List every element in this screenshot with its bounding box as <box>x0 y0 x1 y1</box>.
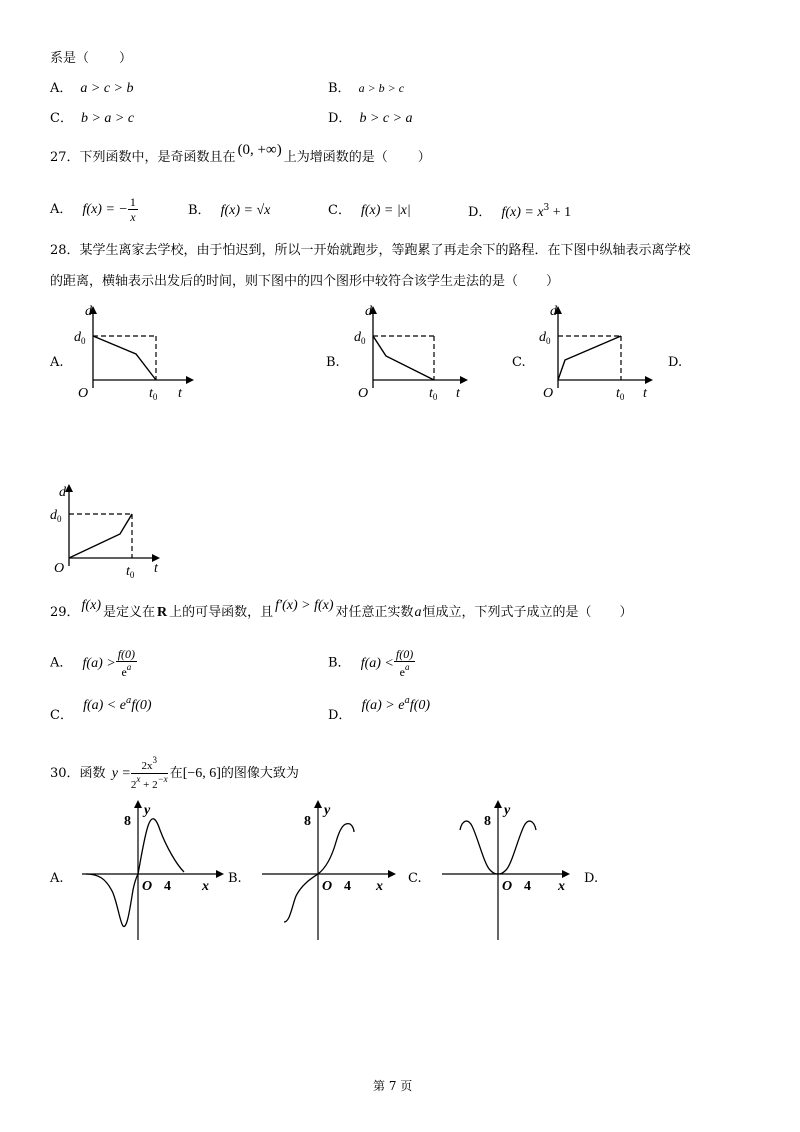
svg-text:d0: $d_0$ <box>74 330 86 346</box>
svg-text:t: t <box>154 561 158 576</box>
svg-text:O: O <box>502 879 513 894</box>
q29-option-d: D． $f(a) > e^af(0)$ <box>328 696 431 723</box>
q30-label-a: A. <box>50 871 64 886</box>
q28-label-d: D. <box>668 355 683 370</box>
svg-text:t: t <box>643 386 647 401</box>
svg-text:4: 4 <box>164 879 171 894</box>
svg-text:8: 8 <box>484 814 491 829</box>
q26-option-b: B． a > b > c <box>328 81 405 96</box>
q28-label-c: C. <box>512 355 526 370</box>
svg-text:d0: $d_0$ <box>354 330 366 346</box>
svg-text:O: O <box>322 879 333 894</box>
svg-text:x: x <box>376 879 383 894</box>
q29-option-a: A． f(a) > $\frac{f(0)}{e^a}$ <box>50 647 136 679</box>
svg-text:d: d <box>550 304 557 319</box>
q27-option-a: A． f(x) = − $\frac{1}{x}$ <box>50 195 136 224</box>
svg-text:O: O <box>54 561 65 576</box>
q27-stem: 27．下列函数中，是奇函数且在 (0, +∞) 上为增函数的是（ ） <box>50 142 431 165</box>
svg-text:y: y <box>504 803 511 818</box>
svg-text:d: d <box>365 304 372 319</box>
q26-option-d: D． b > c > a <box>328 111 413 126</box>
svg-text:4: 4 <box>344 879 351 894</box>
q28-graph-d <box>44 480 174 580</box>
q30-label-d: D. <box>584 871 599 886</box>
svg-text:y: y <box>324 803 331 818</box>
svg-text:d: d <box>59 485 66 500</box>
svg-text:t: t <box>456 386 460 401</box>
page-footer: 第 7 页 <box>373 1079 413 1093</box>
q28-label-b: B. <box>326 355 340 370</box>
q28-stem-line1: 28．某学生离家去学校，由于怕迟到，所以一开始就跑步，等跑累了再走余下的路程．在下图中纵轴表示离学校 <box>50 243 691 258</box>
q29-option-b: B． f(a) < $\frac{f(0)}{e^a}$ <box>328 647 414 679</box>
svg-text:O: O <box>142 879 153 894</box>
q26-option-c: C． b > a > c <box>50 111 135 126</box>
svg-text:d: d <box>85 304 92 319</box>
svg-text:O: O <box>543 386 554 401</box>
q29-stem: 29． f(x) 是定义在 R 上的可导函数，且 f′(x) > f(x) 对任意正实数a恒成立，下列式子成立的是（ ） <box>50 598 633 620</box>
svg-text:O: O <box>78 386 89 401</box>
svg-text:x: x <box>202 879 209 894</box>
svg-text:x: x <box>558 879 565 894</box>
q30-stem: 30．函数 y = $\frac{2x^3}{2^x + 2^{-x}}$ 在[−6, 6]的图像大致为 <box>50 755 299 791</box>
q30-label-b: B. <box>228 871 242 886</box>
q26-tail: 系是（ ） <box>50 51 133 66</box>
svg-text:d0: $d_0$ <box>50 508 62 524</box>
q28-stem-line2: 的距离，横轴表示出发后的时间，则下图中的四个图形中较符合该学生走法的是（ ） <box>50 274 560 289</box>
svg-text:d0: $d_0$ <box>539 330 551 346</box>
q27-option-d: D． $f(x) = x^3 + 1$ <box>468 203 572 220</box>
q30-graph-a <box>78 798 228 943</box>
q30-graph-b <box>258 798 408 943</box>
svg-text:4: 4 <box>524 879 531 894</box>
svg-text:8: 8 <box>124 814 131 829</box>
q27-option-c: C． f(x) = |x| <box>328 203 411 218</box>
q28-graph-b <box>348 302 478 402</box>
q28-label-a: A. <box>50 355 64 370</box>
svg-text:t0: $t_0$ <box>126 564 135 580</box>
q28-graph-c <box>533 302 663 402</box>
svg-text:t: t <box>178 386 182 401</box>
q26-option-a: A． a > c > b <box>50 81 134 96</box>
q29-option-c: C． $f(a) < e^af(0)$ <box>50 696 152 723</box>
svg-text:y: y <box>144 803 151 818</box>
svg-text:O: O <box>358 386 369 401</box>
svg-text:t0: $t_0$ <box>429 386 438 402</box>
q27-option-b: B． f(x) = √x <box>188 203 271 218</box>
svg-text:8: 8 <box>304 814 311 829</box>
svg-text:t0: $t_0$ <box>149 386 158 402</box>
q28-graph-a <box>68 302 198 402</box>
q30-graph-c <box>438 798 588 943</box>
svg-text:t0: $t_0$ <box>616 386 625 402</box>
q30-label-c: C. <box>408 871 422 886</box>
